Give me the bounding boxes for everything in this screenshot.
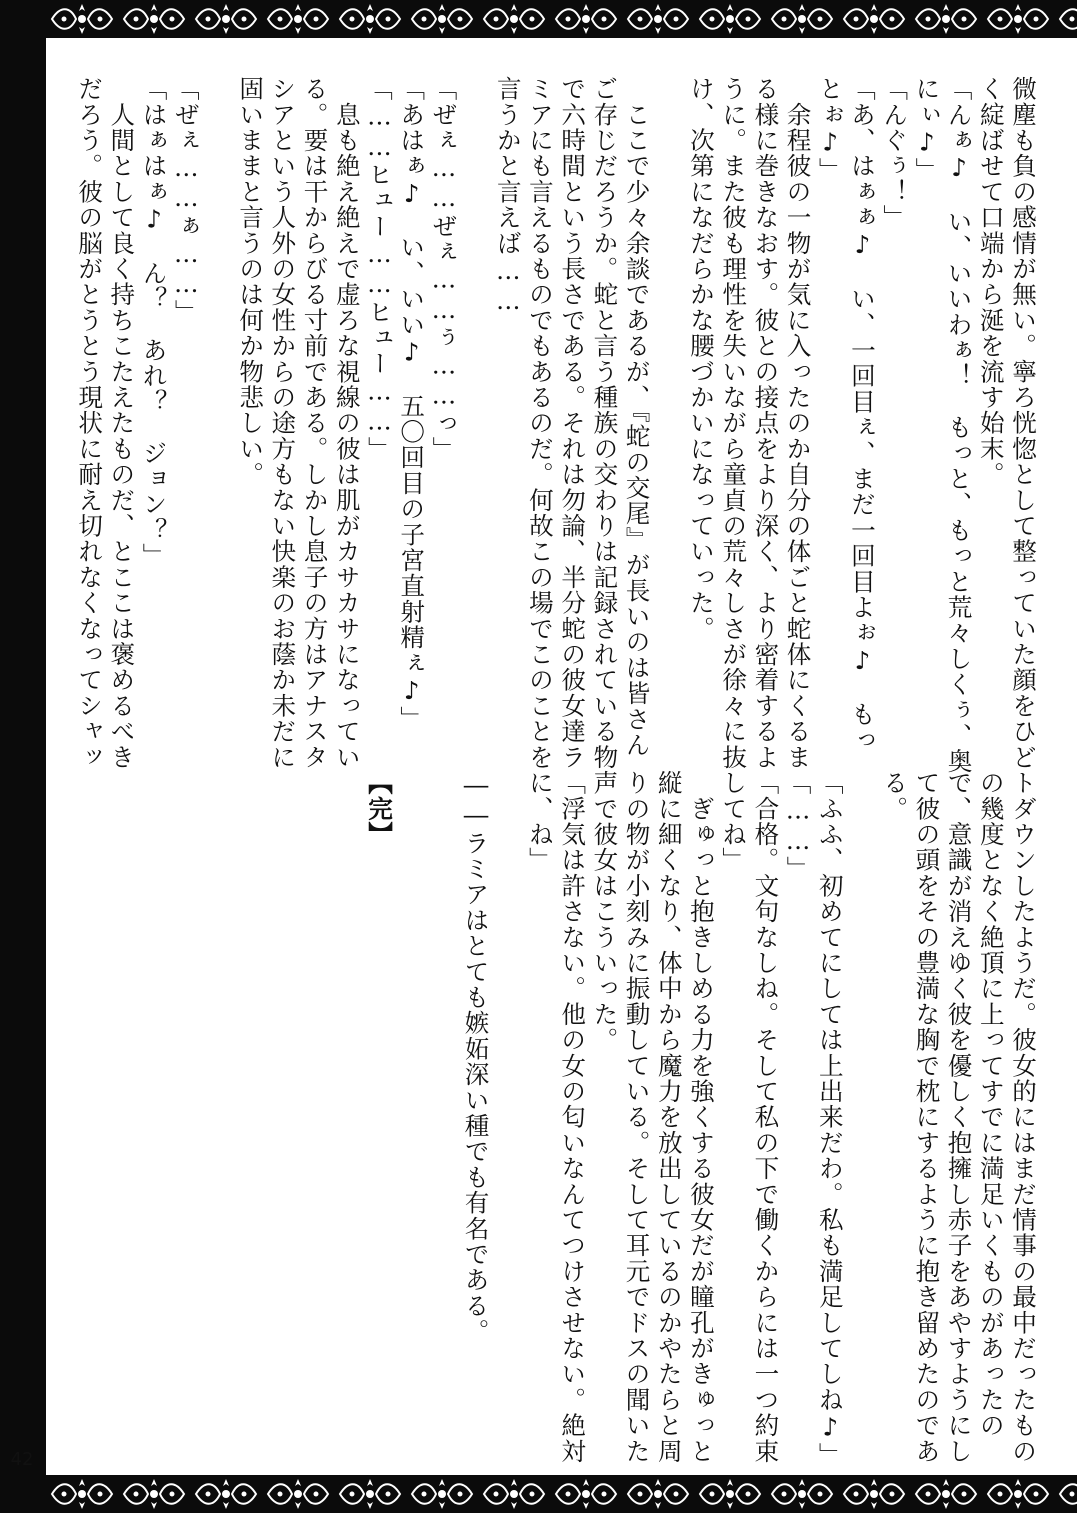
- lower-text-line: 「浮気は許さない。他の女の匂いなんてつけさせない。絶対: [558, 770, 588, 1464]
- upper-text-line: く綻ばせて口端から涎を流す始末。: [976, 76, 1006, 488]
- upper-text-line: 余程彼の一物が気に入ったのか自分の体ごと蛇体にくるま: [783, 76, 813, 770]
- lower-text-line: トダウンしたようだ。彼女的にはまだ情事の最中だったもの: [1009, 770, 1038, 1464]
- top-ornament-pattern: [46, 0, 1077, 38]
- upper-text-line: にぃ♪」: [912, 76, 942, 184]
- upper-text-line: 固いままと言うのは何か物悲しい。: [236, 76, 266, 488]
- lower-text-line: 「ふふ、初めてにしては上出来だわ。私も満足してしね♪」: [815, 770, 845, 1469]
- lower-text-line: の幾度となく絶頂に上ってすでに満足いくものがあったの: [976, 770, 1006, 1439]
- upper-text-line: ここで少々余談であるが、『蛇の交尾』が長いのは皆さん: [622, 76, 652, 758]
- lower-text-line: ――ラミアはとても嫉妬深い種でも有名である。: [461, 770, 491, 1345]
- upper-text-line: 「ぜぇ……ぁ……」: [171, 76, 201, 325]
- upper-text-line: 「ぜぇ……ぜぇ……ぅ……っ」: [429, 76, 459, 463]
- upper-text-line: で六時間という長さである。それは勿論、半分蛇の彼女達ラ: [558, 76, 588, 770]
- bottom-ornament-border: [46, 1475, 1077, 1513]
- bottom-ornament-pattern: [46, 1475, 1077, 1513]
- upper-text-line: る。要は干からびる寸前である。しかし息子の方はアナスタ: [300, 76, 330, 770]
- upper-text-line: 息も絶え絶えで虚ろな視線の彼は肌がカサカサになってい: [332, 76, 362, 770]
- upper-text-line: け、次第になだらかな腰づかいになっていった。: [686, 76, 716, 642]
- lower-text-spacer: [427, 770, 459, 1420]
- page-number: 42: [10, 1449, 34, 1470]
- upper-text-spacer: [653, 76, 685, 736]
- lower-text-line: に、ね」: [525, 770, 555, 873]
- upper-text-spacer: [202, 76, 234, 736]
- lower-text-line: 縦に細くなり、体中から魔力を放出しているのかやたらと周: [654, 770, 684, 1464]
- lower-text-block: [99, 770, 1039, 1469]
- upper-text-line: とぉ♪」: [815, 76, 845, 184]
- upper-text-line: 「あはぁ♪ い、いい♪ 五〇回目の子宮直射精ぇ♪」: [397, 76, 427, 732]
- lower-text-spacer: [846, 770, 878, 1420]
- upper-text-line: 「はぁはぁ♪ ん？ あれ？ ジョン？」: [139, 76, 169, 569]
- lower-text-line: 「合格。文句なしね。そして私の下で働くからには一つ約束: [751, 770, 781, 1464]
- lower-text-line: 「……」: [783, 770, 813, 882]
- upper-text-spacer: [459, 76, 491, 736]
- lower-text-line: ぎゅっと抱きしめる力を強くする彼女だが瞳孔がきゅっと: [686, 770, 716, 1464]
- left-black-border: [0, 0, 46, 1513]
- upper-text-line: る様に巻きなおす。彼との接点をより深く、より密着するよ: [751, 76, 781, 770]
- upper-text-line: 人間として良く持ちこたえたものだ、とここは褒めるべき: [107, 76, 137, 770]
- upper-text-line: シアという人外の女性からの途方もない快楽のお蔭か未だに: [268, 76, 298, 770]
- upper-text-line: 言うかと言えば……: [493, 76, 523, 317]
- lower-text-line: りの物が小刻みに振動している。そして耳元でドスの聞いた: [622, 770, 652, 1464]
- upper-text-line: 微塵も負の感情が無い。寧ろ恍惚として整っていた顔をひど: [1009, 76, 1038, 770]
- lower-text-spacer: [492, 770, 524, 1420]
- end-mark: 【完】: [365, 770, 394, 848]
- upper-text-line: ミアにも言えるものでもあるのだ。何故この場でこのことを: [525, 76, 555, 770]
- lower-text-line: で、意識が消えゆく彼を優しく抱擁し赤子をあやすようにし: [944, 770, 974, 1464]
- upper-text-line: ご存じだろうか。蛇と言う種族の交わりは記録されている物: [590, 76, 620, 770]
- lower-text-spacer: [395, 770, 427, 1420]
- lower-text-line: る。: [880, 770, 910, 822]
- upper-text-line: うに。また彼も理性を失いながら童貞の荒々しさが徐々に抜: [719, 76, 749, 770]
- lower-text-line: してね」: [719, 770, 749, 873]
- upper-text-line: だろう。彼の脳がとうとう現状に耐え切れなくなってシャッ: [75, 76, 105, 770]
- lower-text-line: 声で彼女はこういった。: [590, 770, 620, 1053]
- top-ornament-border: [46, 0, 1077, 38]
- lower-text-line: て彼の頭をその豊満な胸で枕にするように抱き留めたのであ: [912, 770, 942, 1464]
- upper-text-line: 「……ヒュー……ヒュー……」: [364, 76, 394, 463]
- upper-text-line: 「んぐぅ！」: [880, 76, 910, 231]
- upper-text-line: 「あ、はぁぁ♪ い、一回目ぇ、まだ一回目よぉ♪ もっ: [847, 76, 877, 753]
- upper-text-line: 「んぁ♪ い、いいわぁ！ もっと、もっと荒々しくぅ、奥: [944, 76, 974, 775]
- upper-text-block: [75, 76, 1039, 775]
